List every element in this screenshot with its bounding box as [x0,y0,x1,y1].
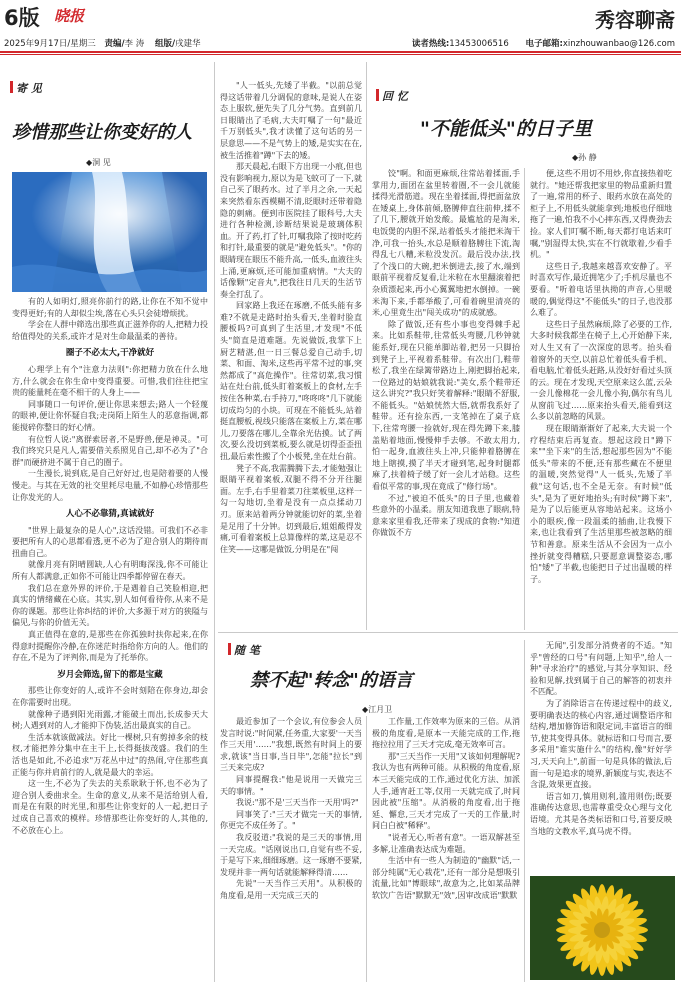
article1-paragraph: "世界上最复杂的是人心",这话没错。可我们不必非要把所有人的心思都看透,更不必为了迎合别人的期待而扭曲自己。 [12,525,208,558]
date-line: 2025年9月17日/星期三 责编/李 涛 组版/戌建华 [4,39,201,49]
chrysanthemum-image [530,876,675,980]
article3-paragraph: 生活中有一些人为制造的"幽默"话,一部分纯属"无心栽花",还有一部分是想吸引流量,比如"博眼球",故意为之,比如某品牌软饮广告语"默默无"效",因审改成语"默默 [372,856,520,900]
article1-paragraph: 有位哲人说:"离群索居者,不是野兽,便是神灵。"可我们终究只是凡人,需要借关系照见自己,却不必为了"合群"而硬挤进不属于自己的圈子。 [12,434,208,467]
article1-paragraph: "人一低头,先矮了半截。"以前总觉得这话带着几分调侃的意味,是说人在姿态上服软,便先失了几分气势。直到前几日眼睛出了毛病,大夫叮嘱了一句"最近千万别低头",我才读懂了这句话的另一层意思——不是气势上的矮,是实实在在,被生活推着"蹲"下去的矮。 [220,81,362,160]
article2-paragraph: 现在眼睛渐渐好了起来,大夫说一个疗程结束后再复查。想起这段日"蹲下来""坐下来"的生活,想起那些因为"不能低头"带来的不便,还有那些藏在不便里的温暖,突然觉得"人一低头,先矮了半截"这句话,也不全是无奈。有时候"低头",是为了更好地抬头;有时候"蹲下来",是为了以后能更从容地站起来。这场小小的眼疾,像一段温柔的插曲,让我慢下来,也让我看到了生活里那些被忽略的细节和善意。原来生活从不会因为一点小挫折就变得糟糕,只要愿意调整姿态,哪怕"矮"了半截,也能把日子过出温暖的样子。 [530,424,672,584]
article2-paragraph: 这些日子虽然麻烦,除了必要的工作,大多时候我都坐在椅子上,心开始静下来,对人生又有了一次深度的思考。抬头看着窗外的天空,以前总忙着低头看手机、看电脑,忙着低头赶路,从没好好看过头顶的云。现在才发现,天空原来这么蓝,云朵一会儿像棉花一会儿像小狗,偶尔有鸟儿从窗前飞过……原来抬头看天,能看到这么多以前忽略的风景。 [530,319,672,422]
article1-subhead: 人心不必靠猜,真诚就好 [65,509,155,520]
article2-tag: 回 忆 [376,88,408,104]
article3-tag: 随 笔 [228,642,260,658]
article3-title: 禁不起"转念"的语言 [250,670,413,691]
section-divider [218,632,678,633]
article1-paragraph: 这一生,不必为了失去的关系耿耿于怀,也不必为了迎合别人委曲求全。生命的意义,从来不是活给别人看,而是在有限的时光里,和那些让你变好的人一起,把日子过成自己喜欢的模样。珍惜那些让你变好的人,其他的,不必放在心上。 [12,779,208,835]
section-title: 秀容聊斋 [595,8,675,32]
article2-author: ◆孙 静 [572,153,597,162]
article3-paragraph: 最近参加了一个会议,有位参会人员发言时说:"时间紧,任务重,大家要'一天当作三天用'……"我想,既然有时间上的要求,就该"当日事,当日毕",怎能"拉长"到三天来完成? [220,717,362,773]
article3-col3 [530,640,672,872]
article1-tag: 寄 见 [10,80,42,96]
article3-paragraph: 那"三天当作一天用"又该如何理解呢?我认为也有两种可能。从积极的角度看,原本三天能完成的工作,通过优化方法、加派人手,通宵赶工等,仅用一天就完成了,时间因此被"压缩"。从消极的角度看,出于拖延、懈怠,三天才完成了一天的工作量,时间白白被"稀释"。 [372,751,520,831]
header-rule-thin [0,54,681,55]
article1-paragraph: 凳子不高,我需腾腾下去,才能勉强让眼睛平视着案板,双腿不得不分开往腿面。左手,右手里着菜刀往菜板里,这样一勾一勾地切,坐着是没有一点点揉动刀刃。原来站着两分钟就能切好的菜,坐着是足用了十分钟。切到最后,姐姐酸得发痛,可看着案板上总算像样的菜,这是忍不住笑——这哪是做饭,分明是在"闯 [220,463,362,554]
article1-paragraph: 学会在人群中筛选出那些真正滋养你的人,把精力投给值得处的关系,或许才是对生命最温柔的善待。 [12,320,208,341]
column-divider [214,62,215,982]
article1-col2 [220,80,362,625]
article1-paragraph: 生活本就该做减法。好比一棵树,只有剪掉多余的枝杈,才能把养分集中在主干上,长得挺拔茂盛。我们的生活也是如此,不必追求"万花丛中过"的热闹,守住那些真正能与你并肩前行的人,就是最大的幸运。 [12,732,208,777]
article1-paragraph: 那天晨起,右眼下方出现一小痕,但也没有影响视力,原以为是飞蚊可了一下,就自己买了眼药水。过了半月之余,一天起来突然看东西模糊不清,眨眼时还带着隐隐的刺痛。便到市医院挂了眼科号,大夫进行各种检测,诊断结果说是玻璃体积血。开了药,打了针,叮嘱我除了按时吃药和打针,最重要的就是"避免低头"。"你的眼睛现在眼压不能升高,一低头,血液往头上涌,更麻烦,还可能加重病情。"大夫的话像颗"定音丸",把我往日几天的生活节奏全打乱了。 [220,162,362,299]
article1-paragraph: 回家路上我还在琢磨,不低头能有多难?不就是走路时抬头看天,坐着时脸直腰板吗?可真到了生活里,才发现"不低头"简直是道难题。先说做饭,我掌下上厨艺精湛,但一日三餐总爱自己动手,切菜、和面、淘米,这些再平常不过的事,突然都成了"高危操作"。往常切菜,我习惯站在灶台前,低头盯着案板上的食材,左手按住各种菜,右手持刀,"咚咚咚"几下就能切成均匀的小块。可现在不能低头,站着挺直腰板,视线只能落在案板上方,菜在哪儿,刀要落在哪儿,全靠余光估摸。试了两次,要么没切到菜板,要么就是切得歪歪扭扭,最后索性搬了个小板凳,坐在灶台前。 [220,301,362,461]
article1-author: ◆洞 见 [86,158,111,167]
article3-col1 [220,716,362,982]
article3-paragraph: 我反驳道:"我说的是三天的事情,用一天完成。"话刚说出口,自觉有些不妥,于是写下来,细细琢磨。这一琢磨不要紧,发现并非一两句话就能解释得清…… [220,832,362,877]
waterfall-image [12,172,207,292]
article2-title: "不能低头"的日子里 [420,118,592,140]
article1-paragraph: 一生漫长,说到底,是自己好好过,也是陪着要的人慢慢走。与其在无效的社交里耗尽电量,不如静心珍惜那些让你发光的人。 [12,469,208,502]
article3-paragraph: "说者无心,听者有意"。一语双解甚至多解,让准确表达成为难题。 [372,832,520,854]
article3-col2 [372,716,520,982]
article1-title: 珍惜那些让你变好的人 [12,122,192,143]
article2-paragraph: 饺"啊。和面更麻烦,往常站着揉面,手掌用力,面团在盆里转着圈,不一会儿就能揉得光滑筋道。现在坐着揉面,得把面盆放在矮桌上,身体前倾,胳膊伸直往前伸,揉不了几下,腰就开始发酸。最尴尬的是淘米,电饭煲的内胆不深,站着低头才能把米淘干净,可我一抬头,水总是顺着胳膊往下流,淘得乱七八糟,米粒没发沉。最后没办法,找了个浅口的大碗,把米倒进去,接了水,端到眼前平视着反复看,让米粒在水里翻滚着把杂质漂起来,再小心翼翼地把水倒掉。一碗米淘下来,手都举酸了,可看着碗里清亮的米,心里竟生出"闯关成功"的成就感。 [372,169,520,318]
article3-paragraph: 无闻",引发部分消费者的不适。"知乎"曾经的口号"有问题,上知乎",给人一种"寻求治疗"的感觉,与其分享知识、经验和见解,找到属于自己的解答的初衷并不匹配。 [530,641,672,697]
paper-logo: 晓报 [54,7,85,25]
article2-col1 [372,168,520,630]
article1-paragraph: 真正值得在意的,是那些在你孤独时扶你起来,在你得意时提醒你冷静,在你迷茫时指给你方向的人。他们的存在,不是为了评判你,而是为了托举你。 [12,630,208,663]
article3-paragraph: 为了消除语言在传递过程中的歧义,要明确表达的核心内容,通过调整语序和结构,增加修饰语和限定词,丰富语言的细节,使其变得具体。就标语和口号而言,要多采用"谁实施什么"的结构,像"好好学习,天天向上",前面一句是具体的做法,后面一句是追求的境界,新颖度与实,表达不含混,效果更直接。 [530,698,672,790]
column-divider [366,716,367,982]
article3-paragraph: 先说"一天当作三天用"。从积极的角度看,是用一天完成三天的 [220,879,362,900]
article2-paragraph: 便,这些不用切不用炒,你直接热着吃就行。"她还帮我把家里的物品重新归置了一遍,常用的杯子、眼药水放在高处的柜子上,不用低头就能拿到;地板也仔细地拖了一遍,怕我不小心摔东西,又得费劲去捡。家人们叮嘱不断,每天都打电话来叮嘱,"别湿得太快,实在不行就歇着,少看手机。" [530,169,672,260]
article2-paragraph: 除了做饭,还有些小事也变得棘手起来。比如系鞋带,往常低头弯腰,几秒钟就能系好,现在只能单脚站着,把另一只脚抬到凳子上,平视着系鞋带。有次出门,鞋带松了,我坐在绿篱带路边上,刚把脚抬起来,一位路过的姑娘就我说:"美女,系个鞋带还这么讲究?"我只好笑着解释:"眼睛不舒服,不能低头。"姑娘恍然大悟,就帮我系好了鞋带。还有捡东西,一支笔掉在了桌子底下,往常弯腰一捡就好,现在得先蹲下来,膝盖贴着地面,慢慢伸手去够。不敢太用力,怕一起身,血液往头上冲,只能伸着胳膊在地上瞎摸,摸了半天才碰到笔,起身时腿都麻了,扶着椅子缓了好一会儿才站稳。这些看似平常的事,现在竟成了"修行场"。 [372,319,520,492]
article1-paragraph: 同事随口一句评价,便让你思来想去;路人一个轻蔑的眼神,便让你怀疑自我;走岗陌上陌生人的恶意指调,都能搅碎你整日的好心情。 [12,399,208,432]
article1-paragraph: 就像种子遇到阳光雨露,才能破土而出,长成参天大树;人遇到对的人,才能抑下伪装,活出最真实的自己。 [12,709,208,731]
article1-subhead: 岁月会筛选,留下的都是宝藏 [57,669,163,680]
article1-col1 [12,296,208,980]
column-divider [524,640,525,982]
article3-paragraph: 工作量,工作效率为原来的三倍。从消极的角度看,是原本一天能完成的工作,拖拖拉拉用了三天才完成,毫无效率可言。 [372,717,520,750]
header-rule [0,51,681,53]
article1-paragraph: 心理学上有个"注意力法则":你把精力放在什么地方,什么就会在你生命中变得重要。可惜,我们往往把宝贵的能量耗在毫不相干的人身上—— [12,364,208,398]
article1-paragraph: 有的人如明灯,照亮你前行的路,让你在不知不觉中变得更好;有的人却似尘埃,落在心头只会徒增烦扰。 [12,297,208,318]
article3-paragraph: 同事笑了:"三天才做完一天的事情,你更完不成任务了。" [220,809,362,831]
column-divider [524,168,525,630]
article3-paragraph: 语言如刀,慎用则利,滥用则伤;既要准确传达意思,也需尊重受众心理与文化语境。尤其是各类标语和口号,首要反映当地的文教水平,真马虎不得。 [530,791,672,836]
column-divider [366,62,367,630]
article3-paragraph: 我说:"那不是'三天当作一天用'吗?" [236,798,359,808]
article2-col2 [530,168,672,630]
article1-paragraph: 我们总在意外界的评价,于是遇着自己笑脸相迎,把真实的情绪藏在心底。其实,别人如何看待你,从来不是你的课题。那些让你纠结的评价,大多源于对方的狭隘与偏见,与你的价值无关。 [12,583,208,628]
article3-paragraph: 同事提醒我:"他是说用一天做完三天的事情。" [220,774,362,796]
article1-subhead: 圈子不必太大,干净就好 [65,348,155,359]
article2-paragraph: 这些日子,我越来越喜欢安静了。平时喜欢写作,最近拥笔少了;手机尽量也不要看。"听着电话里执拗的声音,心里暖暖的,偶觉得这"不能低头"的日子,也没那么难了。 [530,261,672,318]
page-number: 6版 [4,6,40,30]
contact-line: 读者热线:13453006516 电子邮箱:xinzhouwanbao@126.com [411,39,675,49]
article1-paragraph: 就像月亮有阴晴圆缺,人心有明晦深浅,你不可能让所有人都满意,正如你不可能让四季都停留在春天。 [12,560,208,582]
article1-paragraph: 那些让你变好的人,或许不会时刻陪在你身边,却会在你需要时出现。 [12,686,208,707]
article2-paragraph: 不过,"被迫不低头"的日子里,也藏着些意外的小温柔。朋友知道我患了眼病,特意来家里看我,还带来了现成的食物:"知道你做饭不方 [372,493,520,538]
article3-author: ◆江月卫 [362,705,393,714]
